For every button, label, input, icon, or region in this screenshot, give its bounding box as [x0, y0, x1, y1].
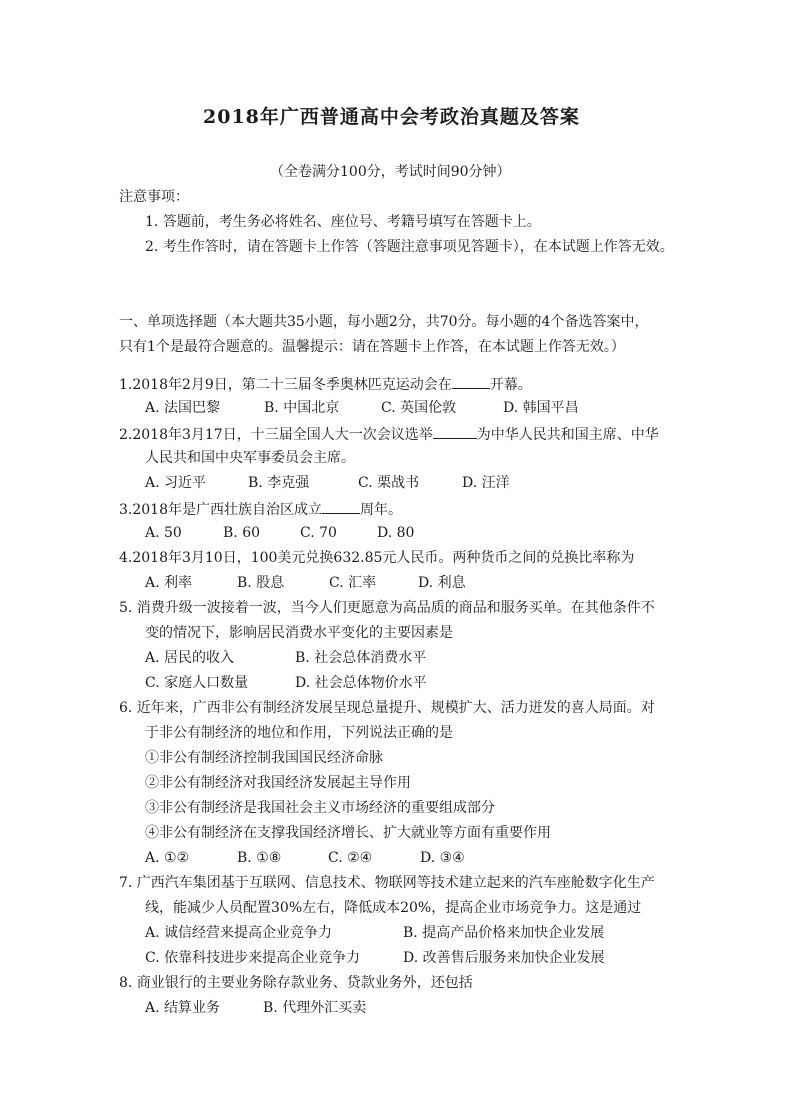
question-3-text-end: 周年。: [360, 502, 402, 518]
option-c: C. 家庭人口数量: [145, 675, 249, 691]
answer-blank: [433, 424, 477, 439]
option-b: B. 提高产品价格来加快企业发展: [403, 925, 605, 941]
option-a: A. 诚信经营来提高企业竞争力: [145, 925, 333, 941]
option-c: C. 依靠科技进步来提高企业竞争力: [145, 950, 361, 966]
question-1-text: 1.2018年2月9日，第二十三届冬季奥林匹克运动会在: [119, 377, 452, 393]
option-d: D. 利息: [418, 575, 466, 591]
question-2-options: [145, 474, 510, 492]
option-b: B. 股息: [237, 575, 285, 591]
option-b: B. 代理外汇买卖: [263, 1000, 367, 1016]
section-heading: 一、单项选择题（本大题共35小题，每小题2分，共70分。每小题的4个备选答案中，: [119, 314, 649, 330]
question-5-options: [145, 649, 426, 667]
option-b: B. 社会总体消费水平: [295, 650, 427, 666]
question-3-text: 3.2018年是广西壮族自治区成立: [119, 502, 322, 518]
option-a: A. 居民的收入: [145, 650, 235, 666]
option-d: D. 社会总体物价水平: [295, 675, 427, 691]
question-2: [119, 424, 659, 444]
option-c: C. 70: [300, 525, 337, 541]
option-b: B. 60: [223, 525, 261, 541]
option-a: A. 法国巴黎: [145, 400, 221, 416]
option-d: D. 韩国平昌: [503, 400, 579, 416]
option-a: A. ①②: [145, 850, 190, 866]
option-d: D. ③④: [420, 850, 465, 866]
question-4-options: [145, 574, 466, 592]
question-5: 5. 消费升级一波接着一波，当今人们更愿意为高品质的商品和服务买单。在其他条件不: [119, 600, 655, 616]
question-7-cont: 线，能减少人员配置30%左右，降低成本20%，提高企业市场竞争力。这是通过: [145, 900, 642, 916]
statement-2: ②非公有制经济对我国经济发展起主导作用: [145, 775, 411, 791]
question-5-cont: 变的情况下，影响居民消费水平变化的主要因素是: [145, 625, 453, 641]
option-c: C. 汇率: [329, 575, 377, 591]
option-c: C. 英国伦敦: [381, 400, 457, 416]
option-b: B. ①⑧: [237, 850, 282, 866]
option-b: B. 中国北京: [264, 400, 340, 416]
statement-1: ①非公有制经济控制我国国民经济命脉: [145, 750, 383, 766]
option-d: D. 汪洋: [462, 475, 510, 491]
question-6-options: [145, 849, 465, 867]
question-1: [119, 374, 532, 394]
question-7: 7. 广西汽车集团基于互联网、信息技术、物联网等技术建立起来的汽车座舱数字化生产: [119, 875, 655, 891]
answer-blank: [322, 499, 360, 514]
notice-item: 2. 考生作答时，请在答题卡上作答（答题注意事项见答题卡），在本试题上作答无效。: [145, 239, 674, 255]
question-2-text: 2.2018年3月17日，十三届全国人大一次会议选举: [119, 427, 433, 443]
option-a: A. 习近平: [145, 475, 207, 491]
exam-info: （全卷满分100分，考试时间90分钟）: [270, 164, 511, 180]
statement-4: ④非公有制经济在支撑我国经济增长、扩大就业等方面有重要作用: [145, 825, 551, 841]
page-title: 2018年广西普通高中会考政治真题及答案: [203, 106, 580, 128]
question-7-options: [145, 924, 604, 942]
question-1-text-end: 开幕。: [489, 377, 532, 393]
section-heading-cont: 只有1个是最符合题意的。温馨提示：请在答题卡上作答，在本试题上作答无效。）: [119, 339, 625, 355]
option-b: B. 李克强: [248, 475, 310, 491]
option-d: D. 改善售后服务来加快企业发展: [403, 950, 605, 966]
option-d: D. 80: [377, 525, 415, 541]
question-3-options: [145, 524, 414, 542]
question-2-cont: 人民共和国中央军事委员会主席。: [145, 450, 355, 466]
answer-blank: [452, 374, 490, 389]
question-5-options-row2: [145, 674, 427, 692]
option-c: C. 栗战书: [358, 475, 420, 491]
question-8: 8. 商业银行的主要业务除存款业务、贷款业务外，还包括: [119, 975, 473, 991]
question-4: 4.2018年3月10日，100美元兑换632.85元人民币。两种货币之间的兑换比率称为: [119, 550, 635, 566]
question-6-cont: 于非公有制经济的地位和作用，下列说法正确的是: [145, 725, 453, 741]
option-a: A. 利率: [145, 575, 193, 591]
option-a: A. 结算业务: [145, 1000, 221, 1016]
notice-heading: 注意事项：: [119, 189, 189, 205]
question-7-options-row2: [145, 949, 605, 967]
question-2-text-end: 为中华人民共和国主席、中华: [476, 427, 659, 443]
notice-item: 1. 答题前，考生务必将姓名、座位号、考籍号填写在答题卡上。: [145, 214, 541, 230]
question-1-options: [145, 399, 579, 417]
question-8-options: [145, 999, 366, 1017]
option-c: C. ②④: [328, 850, 373, 866]
option-a: A. 50: [145, 525, 182, 541]
question-3: [119, 499, 402, 519]
question-6: 6. 近年来，广西非公有制经济发展呈现总量提升、规模扩大、活力迸发的喜人局面。对: [119, 700, 655, 716]
statement-3: ③非公有制经济是我国社会主义市场经济的重要组成部分: [145, 800, 495, 816]
